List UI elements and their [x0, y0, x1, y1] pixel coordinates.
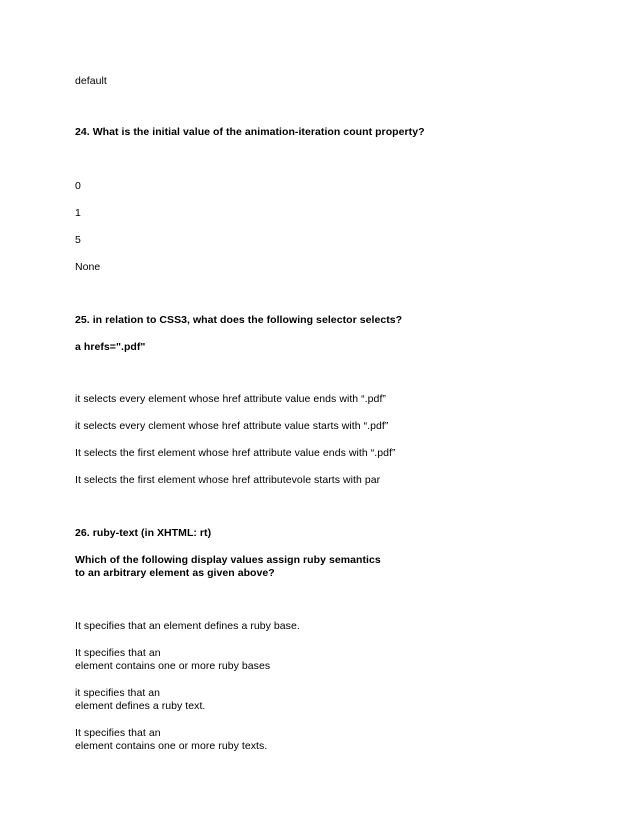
question-24-option: 1	[75, 207, 81, 219]
question-26-option-line1: it specifies that an	[75, 687, 161, 699]
question-26-text-line1: Which of the following display values assign ruby semantics	[75, 554, 381, 566]
question-26-option-line2: element contains one or more ruby bases	[75, 660, 271, 672]
question-26-option-line2: element defines a ruby text.	[75, 700, 206, 712]
question-25-code: a hrefs=".pdf"	[75, 341, 146, 353]
question-25-text: 25. in relation to CSS3, what does the following selector selects?	[75, 314, 403, 326]
question-26-option-line1: It specifies that an	[75, 647, 161, 659]
question-25-option: it selects every clement whose href attribute value starts with “.pdf”	[75, 420, 389, 432]
question-24-option: 5	[75, 234, 81, 246]
question-26-option-line1: It specifies that an	[75, 727, 161, 739]
question-26-heading: 26. ruby-text (in XHTML: rt)	[75, 527, 212, 539]
question-25-option: it selects every element whose href attribute value ends with “.pdf”	[75, 393, 386, 405]
previous-answer-text: default	[75, 75, 107, 87]
question-24-text: 24. What is the initial value of the animation-iteration count property?	[75, 126, 425, 138]
question-25-option: It selects the first element whose href attribute value ends with “.pdf”	[75, 447, 396, 459]
question-25-option: It selects the first element whose href attributevole starts with par	[75, 474, 381, 486]
question-26-text-line2: to an arbitrary element as given above?	[75, 567, 275, 579]
question-24-option: None	[75, 261, 101, 273]
question-24-option: 0	[75, 180, 81, 192]
question-26-option: It specifies that an element defines a ruby base.	[75, 620, 300, 632]
question-26-option-line2: element contains one or more ruby texts.	[75, 740, 268, 752]
